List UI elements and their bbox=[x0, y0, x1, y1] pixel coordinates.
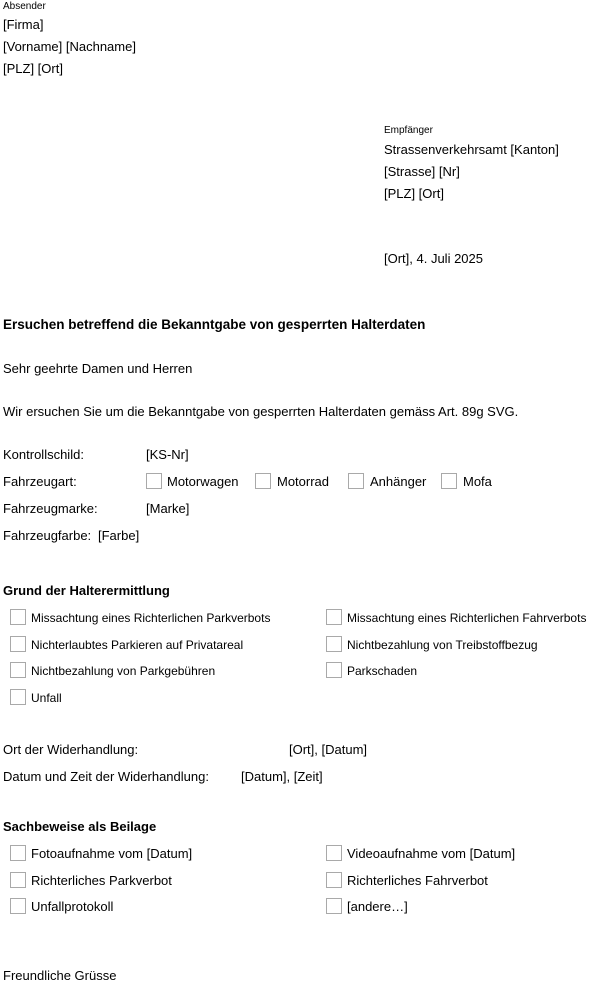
checkbox-anhaenger[interactable] bbox=[348, 473, 364, 489]
checkbox-evidence-right-3[interactable] bbox=[326, 898, 342, 914]
vehicle-type-motorwagen: Motorwagen bbox=[167, 474, 239, 489]
color-label: Fahrzeugfarbe: bbox=[3, 528, 92, 543]
sender-company: [Firma] bbox=[3, 17, 44, 32]
reason-right-3: Parkschaden bbox=[347, 664, 418, 678]
checkbox-reason-left-3[interactable] bbox=[10, 662, 26, 678]
offense-place-value[interactable]: [Ort], [Datum] bbox=[289, 742, 368, 757]
recipient-office: Strassenverkehrsamt [Kanton] bbox=[384, 142, 559, 157]
sender-place: [PLZ] [Ort] bbox=[3, 61, 63, 76]
offense-datetime-value[interactable]: [Datum], [Zeit] bbox=[241, 769, 323, 784]
checkbox-reason-right-1[interactable] bbox=[326, 609, 342, 625]
evidence-left-3: Unfallprotokoll bbox=[31, 899, 114, 914]
checkbox-evidence-left-2[interactable] bbox=[10, 872, 26, 888]
evidence-left-2: Richterliches Parkverbot bbox=[31, 873, 172, 888]
offense-place-label: Ort der Widerhandlung: bbox=[3, 742, 139, 757]
reason-right-2: Nichtbezahlung von Treibstoffbezug bbox=[347, 638, 538, 652]
reason-right-1: Missachtung eines Richterlichen Fahrverbots bbox=[347, 611, 587, 625]
vehicle-type-mofa: Mofa bbox=[463, 474, 492, 489]
brand-value[interactable]: [Marke] bbox=[146, 501, 190, 516]
checkbox-reason-right-2[interactable] bbox=[326, 636, 342, 652]
offense-datetime-label: Datum und Zeit der Widerhandlung: bbox=[3, 769, 209, 784]
evidence-right-1: Videoaufnahme vom [Datum] bbox=[347, 846, 516, 861]
checkbox-evidence-right-2[interactable] bbox=[326, 872, 342, 888]
reason-left-2: Nichterlaubtes Parkieren auf Privatareal bbox=[31, 638, 244, 652]
checkbox-evidence-left-3[interactable] bbox=[10, 898, 26, 914]
checkbox-reason-left-4[interactable] bbox=[10, 689, 26, 705]
reason-left-4: Unfall bbox=[31, 691, 62, 705]
checkbox-reason-left-2[interactable] bbox=[10, 636, 26, 652]
recipient-place: [PLZ] [Ort] bbox=[384, 186, 444, 201]
checkbox-evidence-left-1[interactable] bbox=[10, 845, 26, 861]
checkbox-mofa[interactable] bbox=[441, 473, 457, 489]
recipient-street: [Strasse] [Nr] bbox=[384, 164, 460, 179]
reason-heading: Grund der Halterermittlung bbox=[3, 583, 170, 598]
reason-left-1: Missachtung eines Richterlichen Parkverbots bbox=[31, 611, 271, 625]
checkbox-reason-left-1[interactable] bbox=[10, 609, 26, 625]
evidence-right-3: [andere…] bbox=[347, 899, 408, 914]
plate-value[interactable]: [KS-Nr] bbox=[146, 447, 189, 462]
recipient-label: Empfänger bbox=[384, 125, 433, 136]
evidence-left-1: Fotoaufnahme vom [Datum] bbox=[31, 846, 193, 861]
vehicle-type-motorrad: Motorrad bbox=[277, 474, 330, 489]
evidence-right-2: Richterliches Fahrverbot bbox=[347, 873, 488, 888]
vehicle-type-label: Fahrzeugart: bbox=[3, 474, 77, 489]
vehicle-type-anhaenger: Anhänger bbox=[370, 474, 427, 489]
sender-label: Absender bbox=[3, 1, 46, 12]
color-value[interactable]: [Farbe] bbox=[98, 528, 140, 543]
brand-label: Fahrzeugmarke: bbox=[3, 501, 98, 516]
checkbox-reason-right-3[interactable] bbox=[326, 662, 342, 678]
salutation: Sehr geehrte Damen und Herren bbox=[3, 361, 193, 376]
sender-name: [Vorname] [Nachname] bbox=[3, 39, 136, 54]
reason-left-3: Nichtbezahlung von Parkgebühren bbox=[31, 664, 216, 678]
letter-date: [Ort], 4. Juli 2025 bbox=[384, 251, 483, 266]
evidence-heading: Sachbeweise als Beilage bbox=[3, 819, 157, 834]
closing: Freundliche Grüsse bbox=[3, 968, 117, 983]
subject-heading: Ersuchen betreffend die Bekanntgabe von gesperrten Halterdaten bbox=[3, 317, 426, 332]
plate-label: Kontrollschild: bbox=[3, 447, 84, 462]
checkbox-motorwagen[interactable] bbox=[146, 473, 162, 489]
checkbox-motorrad[interactable] bbox=[255, 473, 271, 489]
checkbox-evidence-right-1[interactable] bbox=[326, 845, 342, 861]
intro-text: Wir ersuchen Sie um die Bekanntgabe von gesperrten Halterdaten gemäss Art. 89g SVG. bbox=[3, 404, 519, 419]
